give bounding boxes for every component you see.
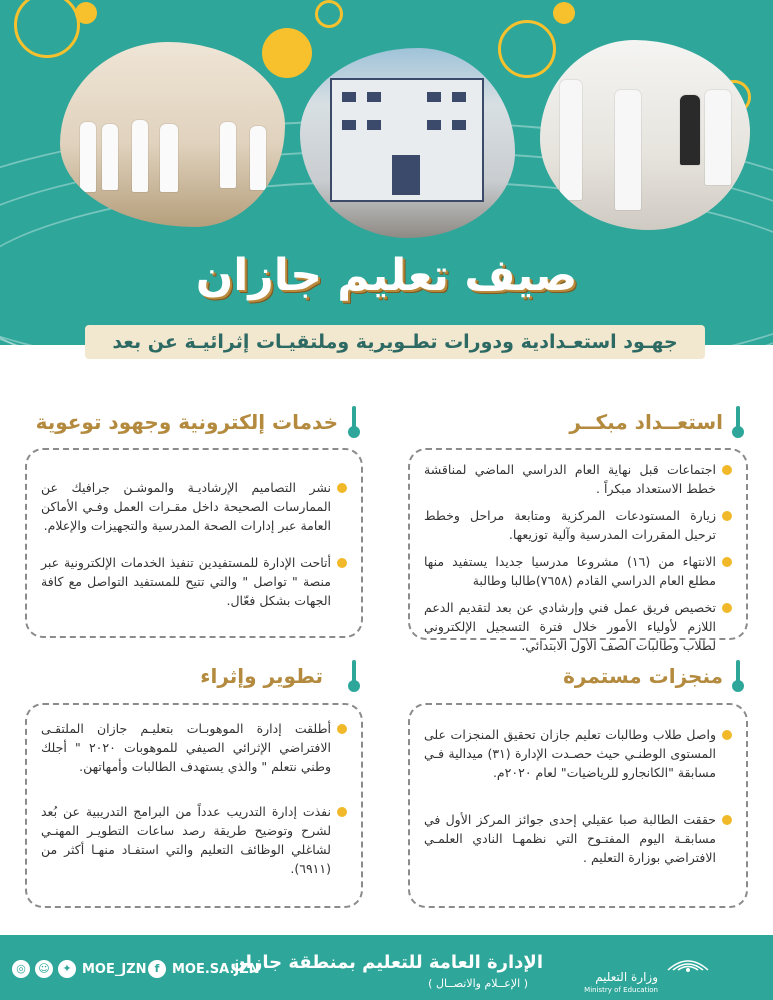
card-e-services bbox=[25, 448, 363, 638]
card-achievements bbox=[408, 703, 748, 908]
card-early-prep bbox=[408, 448, 748, 653]
list-item: تخصيص فريق عمل فني وإرشادي عن بعد لتقديم الدعم اللازم لأولياء الأمور خلال فترة التسجيل الإلكتروني لطلاب وطالبات الصف الأول الابتدائي. bbox=[424, 598, 732, 655]
list-item: الانتهاء من (١٦) مشروعا مدرسيا جديدا يستفيد منها مطلع العام الدراسي القادم (٧٦٥٨)طالبا وطالبة bbox=[424, 552, 732, 590]
list-item: نفذت إدارة التدريب عدداً من البرامج التدريبية عن بُعد لشرح وتوضيح طريقة رصد ساعات التطويـر المهنـي لشاغلي الوظائف التعليم والتي استفـاد منهـا أكثر من (٦٩١١). bbox=[41, 802, 347, 878]
section-marker bbox=[352, 660, 356, 686]
decorative-ring bbox=[498, 20, 556, 78]
twitter-icon[interactable]: ✦ bbox=[58, 960, 76, 978]
photo-meeting-hall bbox=[60, 42, 285, 227]
list-item: اجتماعات قبل نهاية العام الدراسي الماضي لمناقشة خطط الاستعداد مبكراً . bbox=[424, 460, 732, 498]
list-item: أتاحت الإدارة للمستفيدين تنفيذ الخدمات الإلكترونية عبر منصة " تواصل " والتي تتيح للمستفيد التواصل مع كافة الجهات بشكل فعّال. bbox=[41, 553, 347, 610]
list-item: نشر التصاميم الإرشاديـة والموشـن جرافيك عن الممارسات الصحيحة داخل مقـرات العمل وفـي الأماكن العامة عبر إدارات الصحة المدرسية والتجهيزات والإعلام. bbox=[41, 478, 347, 535]
section-marker bbox=[736, 406, 740, 432]
snapchat-icon[interactable]: ☺ bbox=[35, 960, 53, 978]
list-item: حققت الطالبة صبا عقيلي إحدى جوائز المركز الأول في مسابقـة اليوم المفتـوح التي نظمهـا النادي العلمـي الافتراضي بوزارة التعليم . bbox=[424, 810, 732, 867]
website-link[interactable]: MOE.SA.JZN bbox=[172, 962, 260, 977]
section-marker bbox=[736, 660, 740, 686]
facebook-icon[interactable]: f bbox=[148, 960, 166, 978]
section-title-development: تطوير وإثراء bbox=[200, 664, 323, 688]
list-item: أطلقت إدارة الموهوبـات بتعليـم جازان الملتقـى الافتراضي الإثرائي الصيفي للموهوبات ٢٠٢٠ " أجلك وطني نتعلم " والذي يستهدف الطالبات وأمهاتهن. bbox=[41, 719, 347, 776]
ministry-name-en: Ministry of Education bbox=[584, 986, 658, 994]
org-department: ( الإعــلام والاتصــال ) bbox=[428, 977, 528, 990]
org-name: الإدارة العامة للتعليم بمنطقة جازان bbox=[230, 952, 543, 973]
card-development bbox=[25, 703, 363, 908]
list-item: واصل طلاب وطالبات تعليم جازان تحقيق المنجزات على المستوى الوطنـي حيث حصـدت الإدارة (٣١) ميدالية فـي مسابقة "الكانجارو للرياضيات" لعام ٢٠٢٠م. bbox=[424, 725, 732, 782]
page-title: صيف تعليم جازان bbox=[195, 250, 578, 301]
section-title-early-prep: استعــداد مبكــر bbox=[569, 410, 723, 434]
section-title-e-services: خدمات إلكترونية وجهود توعوية bbox=[35, 410, 338, 434]
ministry-name: وزارة التعليم bbox=[595, 970, 658, 984]
decorative-ring bbox=[14, 0, 80, 58]
list-item: زيارة المستودعات المركزية ومتابعة مراحل وخطط ترحيل المقررات المدرسية وآلية توزيعها. bbox=[424, 506, 732, 544]
section-title-achievements: منجزات مستمرة bbox=[563, 664, 723, 688]
ministry-logo-icon bbox=[663, 950, 713, 976]
decorative-ring bbox=[315, 0, 343, 28]
social-handle[interactable]: MOE_JZN bbox=[82, 962, 147, 977]
photo-school-visit bbox=[540, 40, 750, 230]
instagram-icon[interactable]: ◎ bbox=[12, 960, 30, 978]
header-banner bbox=[0, 0, 773, 345]
decorative-dot bbox=[262, 28, 312, 78]
section-marker bbox=[352, 406, 356, 432]
page-subtitle: جهـود استعـدادية ودورات تطـويرية وملتقيـات إثرائيـة عن بعد bbox=[112, 331, 678, 353]
decorative-dot bbox=[553, 2, 575, 24]
